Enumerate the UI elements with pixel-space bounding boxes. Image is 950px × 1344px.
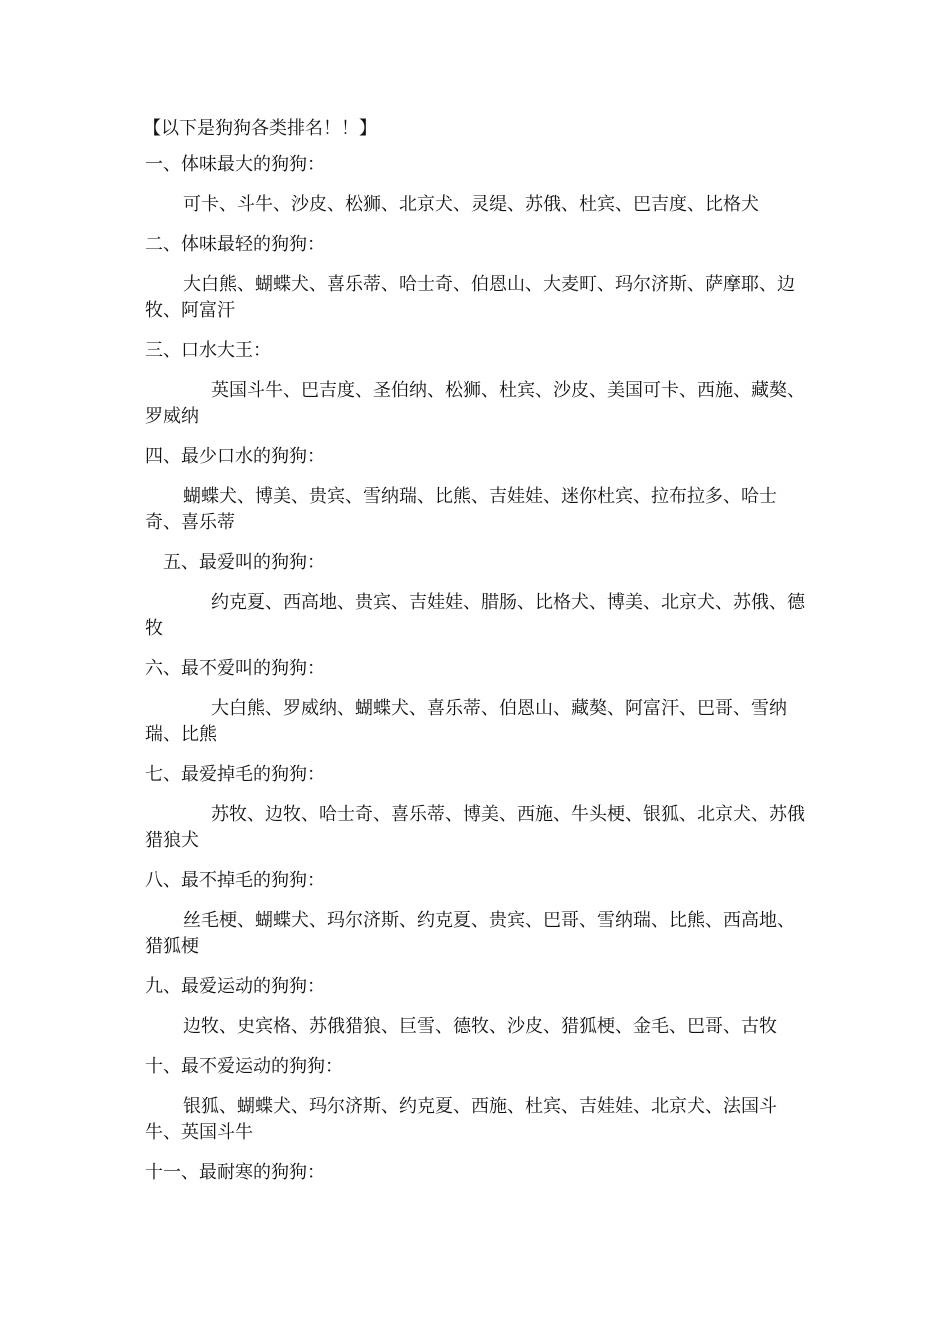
section-items-4: 蝴蝶犬、博美、贵宾、雪纳瑞、比熊、吉娃娃、迷你杜宾、拉布拉多、哈士奇、喜乐蒂 <box>145 486 777 533</box>
document-title: 【以下是狗狗各类排名！！】 <box>143 118 377 139</box>
section-heading-6: 六、最不爱叫的狗狗： <box>145 658 325 679</box>
section-items-8: 丝毛梗、蝴蝶犬、玛尔济斯、约克夏、贵宾、巴哥、雪纳瑞、比熊、西高地、猎狐梗 <box>145 910 795 957</box>
section-heading-2: 二、体味最轻的狗狗： <box>145 234 325 255</box>
document-body <box>145 116 810 1200</box>
section-items-3: 英国斗牛、巴吉度、圣伯纳、松狮、杜宾、沙皮、美国可卡、西施、藏獒、罗威纳 <box>145 380 805 427</box>
section-heading-9: 九、最爱运动的狗狗： <box>145 976 325 997</box>
section-items-6: 大白熊、罗威纳、蝴蝶犬、喜乐蒂、伯恩山、藏獒、阿富汗、巴哥、雪纳瑞、比熊 <box>145 698 787 745</box>
section-items-7: 苏牧、边牧、哈士奇、喜乐蒂、博美、西施、牛头梗、银狐、北京犬、苏俄猎狼犬 <box>145 804 805 851</box>
section-heading-4: 四、最少口水的狗狗： <box>145 446 325 467</box>
section-items-1: 可卡、斗牛、沙皮、松狮、北京犬、灵缇、苏俄、杜宾、巴吉度、比格犬 <box>183 194 759 215</box>
section-heading-1: 一、体味最大的狗狗： <box>145 154 325 175</box>
section-items-9: 边牧、史宾格、苏俄猎狼、巨雪、德牧、沙皮、猎狐梗、金毛、巴哥、古牧 <box>183 1016 777 1037</box>
section-heading-10: 十、最不爱运动的狗狗： <box>145 1056 343 1077</box>
section-items-2: 大白熊、蝴蝶犬、喜乐蒂、哈士奇、伯恩山、大麦町、玛尔济斯、萨摩耶、边牧、阿富汗 <box>145 274 795 321</box>
section-items-10: 银狐、蝴蝶犬、玛尔济斯、约克夏、西施、杜宾、吉娃娃、北京犬、法国斗牛、英国斗牛 <box>145 1096 777 1143</box>
section-heading-5: 五、最爱叫的狗狗： <box>163 552 325 573</box>
section-heading-11: 十一、最耐寒的狗狗： <box>145 1162 325 1183</box>
section-items-5: 约克夏、西高地、贵宾、吉娃娃、腊肠、比格犬、博美、北京犬、苏俄、德牧 <box>145 592 805 639</box>
section-heading-7: 七、最爱掉毛的狗狗： <box>145 764 325 785</box>
section-heading-3: 三、口水大王： <box>145 340 271 361</box>
section-heading-8: 八、最不掉毛的狗狗： <box>145 870 325 891</box>
